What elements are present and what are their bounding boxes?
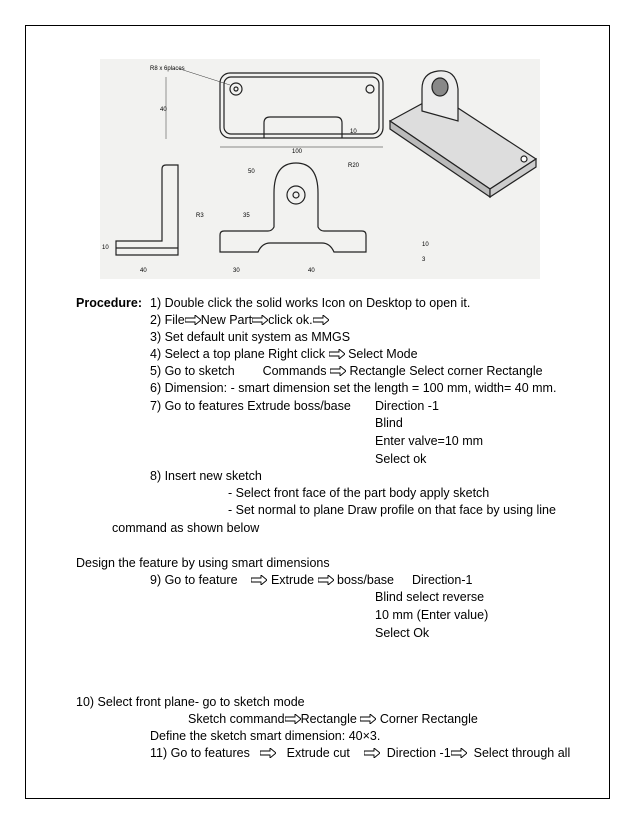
step-5 xyxy=(150,364,543,379)
arrow-icon xyxy=(185,315,201,325)
step-9-boss: boss/base xyxy=(337,573,394,587)
dim-30: 30 xyxy=(233,268,240,274)
step-4-select-mode: Select Mode xyxy=(348,347,418,361)
procedure-heading: Procedure: xyxy=(76,296,142,310)
step-9-blind: Blind select reverse xyxy=(375,590,485,604)
step-2-click-ok: click ok. xyxy=(268,313,313,327)
step-9 xyxy=(150,573,394,588)
dim-slot: 10 xyxy=(350,129,357,135)
arrow-icon xyxy=(285,714,301,724)
arrow-icon xyxy=(251,575,267,585)
step-2-new-part: New Part xyxy=(200,313,253,327)
step-5-commands: Commands xyxy=(262,364,327,378)
arrow-icon xyxy=(451,748,467,758)
step-7: 7) Go to features Extrude boss/base xyxy=(150,399,351,413)
engineering-drawing xyxy=(100,59,540,279)
arrow-icon xyxy=(360,714,376,724)
step-9-direction: Direction-1 xyxy=(412,573,473,587)
step-8-sub-b: - Set normal to plane Draw profile on that face by using line xyxy=(228,503,556,517)
arrow-icon xyxy=(364,748,380,758)
arrow-icon xyxy=(313,315,329,325)
dim-50: 50 xyxy=(248,169,255,175)
dim-radius-top: R20 xyxy=(348,163,360,169)
arrow-icon xyxy=(330,366,346,376)
fillet-callout: R8 x 6places xyxy=(150,66,185,72)
step-9-text: 9) Go to feature xyxy=(150,573,238,587)
dim-40-left: 40 xyxy=(140,268,147,274)
dim-3-right: 3 xyxy=(422,257,426,263)
dim-r3: R3 xyxy=(196,213,204,219)
step-11 xyxy=(150,746,570,761)
dim-40-bottom: 40 xyxy=(308,268,315,274)
dim-height: 40 xyxy=(160,107,167,113)
step-7-value: Enter valve=10 mm xyxy=(375,434,484,448)
dim-35: 35 xyxy=(243,213,250,219)
dim-10-left: 10 xyxy=(102,245,109,251)
step-4 xyxy=(150,347,418,362)
step-11-extrude-cut: Extrude cut xyxy=(286,746,350,760)
front-view xyxy=(220,163,366,252)
step-10-corner: Corner Rectangle xyxy=(379,712,478,726)
arrow-icon xyxy=(329,349,345,359)
arrow-icon xyxy=(252,315,268,325)
step-11-text: 11) Go to features xyxy=(150,746,250,760)
step-7-select-ok: Select ok xyxy=(375,452,427,466)
step-10: 10) Select front plane- go to sketch mode xyxy=(76,695,305,709)
step-3: 3) Set default unit system as MMGS xyxy=(150,330,351,344)
step-10-sketch xyxy=(188,712,478,727)
step-9-extrude: Extrude xyxy=(270,573,315,587)
side-view xyxy=(116,165,178,255)
step-8: 8) Insert new sketch xyxy=(150,469,262,483)
step-9-value: 10 mm (Enter value) xyxy=(375,608,489,622)
step-4-text: 4) Select a top plane Right click xyxy=(150,347,326,361)
arrow-icon xyxy=(260,748,276,758)
step-11-direction: Direction -1 xyxy=(386,746,451,760)
step-8-sub-c: command as shown below xyxy=(112,521,260,535)
dim-10-right: 10 xyxy=(422,242,429,248)
step-1: 1) Double click the solid works Icon on Desktop to open it. xyxy=(150,296,471,310)
step-10-dimension: Define the sketch smart dimension: 40×3. xyxy=(150,729,381,743)
step-6: 6) Dimension: - smart dimension set the length = 100 mm, width= 40 mm. xyxy=(150,381,557,395)
step-2-file: 2) File xyxy=(150,313,185,327)
step-9-select-ok: Select Ok xyxy=(375,626,430,640)
top-view xyxy=(220,73,383,147)
step-7-blind: Blind xyxy=(375,416,403,430)
arrow-icon xyxy=(318,575,334,585)
step-10-rectangle: Rectangle xyxy=(300,712,357,726)
step-5-sketch: 5) Go to sketch xyxy=(150,364,235,378)
step-5-rectangle: Rectangle Select corner Rectangle xyxy=(349,364,543,378)
step-8-sub-a: - Select front face of the part body apply sketch xyxy=(228,486,490,500)
step-11-through-all: Select through all xyxy=(473,746,571,760)
isometric-view xyxy=(390,71,536,197)
dim-width: 100 xyxy=(292,149,303,155)
step-7-direction: Direction -1 xyxy=(375,399,439,413)
step-10-command: Sketch command xyxy=(188,712,285,726)
design-note: Design the feature by using smart dimensions xyxy=(76,556,330,570)
step-2 xyxy=(150,313,329,328)
